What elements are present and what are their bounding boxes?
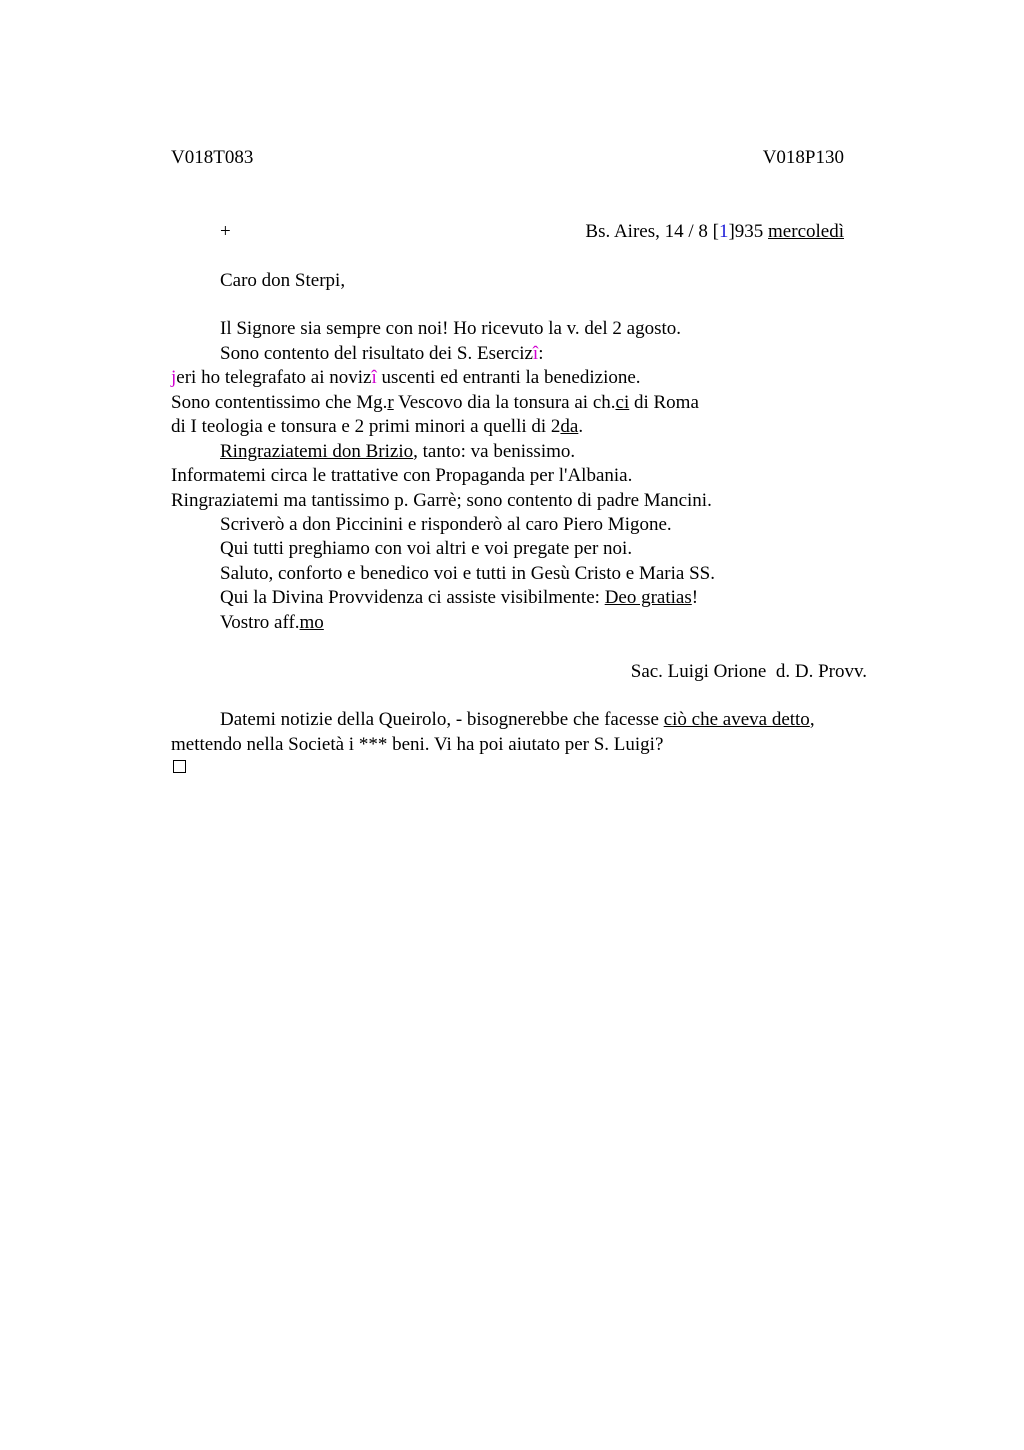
line-text: eri ho telegrafato ai noviz <box>176 367 372 388</box>
line-underlined: Ringraziatemi don Brizio <box>220 441 414 462</box>
line-text: ! <box>691 587 699 608</box>
line-text: Vescovo dia la tonsura ai ch. <box>393 392 616 413</box>
body-line-7: Informatemi circa le trattative con Propaganda per l'Albania. <box>171 465 633 486</box>
line-mark: j <box>171 367 177 388</box>
line-text: Datemi notizie della Queirolo, - bisognerebbe che facesse <box>220 709 664 730</box>
line-text: . <box>578 416 584 437</box>
body-line-3 <box>171 366 641 390</box>
line-text: Vostro aff. <box>220 612 300 633</box>
header-right-code: V018P130 <box>762 147 844 168</box>
end-mark-box <box>173 760 186 773</box>
date-suffix: ]935 <box>728 221 769 242</box>
body-line-5 <box>171 415 583 439</box>
line-text: Qui la Divina Provvidenza ci assiste visibilmente: <box>220 587 605 608</box>
line-mark: î <box>371 367 377 388</box>
body-line-10: Qui tutti preghiamo con voi altri e voi pregate per noi. <box>220 538 633 559</box>
header-left-code: V018T083 <box>171 147 254 168</box>
postscript-line-1 <box>220 708 815 732</box>
line-underlined: Deo gratias <box>604 587 692 608</box>
body-line-11: Saluto, conforto e benedico voi e tutti in Gesù Cristo e Maria SS. <box>220 563 715 584</box>
line-abbrev: da <box>560 416 579 437</box>
line-mark: î <box>532 343 539 364</box>
line-text: , <box>809 709 815 730</box>
line-text: di Roma <box>629 392 699 413</box>
body-line-1: Il Signore sia sempre con noi! Ho ricevuto la v. del 2 agosto. <box>220 318 681 339</box>
line-text: Sono contento del risultato dei S. Eserciz <box>220 343 533 364</box>
line-text: , tanto: va benissimo. <box>413 441 576 462</box>
line-text: di I teologia e tonsura e 2 primi minori a quelli di 2 <box>171 416 561 437</box>
postscript-line-2: mettendo nella Società i *** beni. Vi ha poi aiutato per S. Luigi? <box>171 734 664 755</box>
line-abbrev: ci <box>615 392 630 413</box>
body-line-2 <box>220 342 543 366</box>
line-text: Sono contentissimo che Mg. <box>171 392 388 413</box>
line-abbrev: r <box>387 392 394 413</box>
cross-mark: + <box>220 221 231 242</box>
line-abbrev: mo <box>299 612 324 633</box>
signature: Sac. Luigi Orione d. D. Provv. <box>630 661 867 682</box>
date-weekday: mercoledì <box>768 221 844 242</box>
date-bracket-digit: 1 <box>718 221 729 242</box>
body-line-6 <box>220 440 575 464</box>
closing-line <box>220 611 324 635</box>
body-line-12 <box>220 586 698 610</box>
letter-date <box>585 220 844 244</box>
line-underlined: ciò che aveva detto <box>663 709 810 730</box>
date-prefix: Bs. Aires, 14 / 8 [ <box>585 221 719 242</box>
body-line-9: Scriverò a don Piccinini e risponderò al caro Piero Migone. <box>220 514 672 535</box>
body-line-8: Ringraziatemi ma tantissimo p. Garrè; sono contento di padre Mancini. <box>171 490 712 511</box>
salutation: Caro don Sterpi, <box>220 270 346 291</box>
line-text: uscenti ed entranti la benedizione. <box>376 367 641 388</box>
body-line-4 <box>171 391 699 415</box>
line-text: : <box>538 343 544 364</box>
